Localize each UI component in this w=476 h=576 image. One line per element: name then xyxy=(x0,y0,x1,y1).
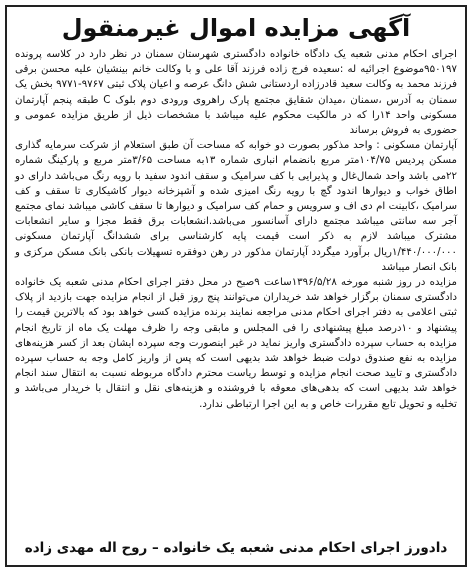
notice-title: آگهی مزایده اموال غیرمنقول xyxy=(61,14,411,42)
notice-body xyxy=(7,47,465,412)
notice-paragraph-intro: اجرای احکام مدنی شعبه یک دادگاه خانواده دادگستری شهرستان سمنان در نظر دارد در کلاسه پرونده ۹۵۰۱۹۷موضوع اجرائیه له :سعیده فرج زاده فرزند آقا علی و با وکالت خانم بینشیان علیه محسن برقی فرزند محمد به وکالت سعید قادرزاده اردستانی شش دانگ عرصه و اعیان پلاک ثبتی ۹۷۶۷-۹۷۷۱ بخش یک سمنان به آدرس ،سمنان ،میدان شقایق مجتمع پارک راهروی ورودی دوم بلوک C طبقه پنجم آپارتمان مسکونی واحد ۱۴را که در مالکیت محکوم علیه میباشد با مشخصات ذیل از طریق مزایده عمومی و حضوری به فروش برساند xyxy=(15,49,457,137)
notice-frame xyxy=(5,5,467,567)
notice-paragraph-property: آپارتمان مسکونی : واحد مذکور بصورت دو خوابه که مساحت آن طبق استعلام از شرکت سرمایه گذاری مسکن پردیس ۱۰۴/۷۵متر مربع بانضمام انباری شماره ۱۳به مساحت ۳/۶۵متر مربع و پارکینگ شماره ۲۲می باشد واحد شمال‌غال و پذیرایی با کف سرامیک و سقف اندود سفید با رویه رنگ می‌باشد دارای دو اطاق خواب و دیوارها اندود گچ با رویه رنگ امیزی شده و آشپزخانه دیوار کاشیکاری تا سقف و کف سرامیک ،کابینت ام دی اف و سرویس و حمام کف سرامیک و دیوارها تا سقف کاشی میباشد نمای مجتمع آجر سه سانتی میباشد مجتمع دارای آسانسور می‌باشد.انشعابات برق فقط مجزا و سایر انشعابات مشترک میباشد لازم به ذکر است قیمت پایه کارشناسی برای ششدانگ آپارتمان مسکونی ۱/۴۴۰/۰۰۰/۰۰۰ریال برآورد میگردد آپارتمان مذکور در رهن دوفقره تسهیلات بانکی بانک مسکن مرکزی و بانک انصار میباشد xyxy=(15,140,457,273)
notice-paragraph-auction: مزایده در روز شنبه مورخه ۱۳۹۶/۵/۲۸ساعت ۹صبح در محل دفتر اجرای احکام مدنی شعبه یک خانواده دادگستری سمنان برگزار خواهد شد خریداران می‌توانند پنج روز قبل از انجام مزایده جهت بازدید از پلاک ثبتی اعلامی به دفتر اجرای احکام مدنی مراجعه نمایند برنده مزایده کسی خواهد بود که بالاترین قیمت را پیشنهاد و ۱۰درصد مبلغ پیشنهادی را فی المجلس و مابقی وجه را ظرف مهلت یک ماه از تاریخ انجام مزایده به حساب سپرده دادگستری واریز نماید در غیر اینصورت وجه سپرده ایشان بعد از کسر هزینه‌های مزایده به نفع صندوق دولت ضبط خواهد شد بدیهی است که پس از واریز کامل وجه به حساب سپرده دادگستری و تایید صحت انجام مزایده و توسط ریاست محترم دادگاه مربوطه نسبت به انتقال سند انجام خواهد شد بدیهی است که بدهی‌های معوقه با فروشنده و هزینه‌های نقل و انتقال با خریدار می‌باشد و تخلیه و تحویل تابع مقررات خاص و به این اجرا ارتباطی ندارد. xyxy=(15,277,458,410)
notice-signature: دادورز اجرای احکام مدنی شعبه یک خانواده – روح اله مهدی زاده xyxy=(24,540,448,556)
